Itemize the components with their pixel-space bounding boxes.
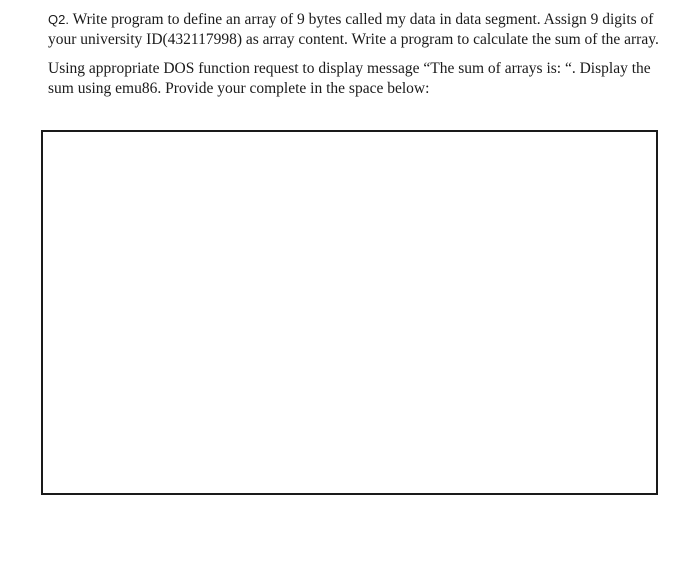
question-block — [48, 10, 668, 99]
question-paragraph-1 — [48, 10, 668, 50]
question-number: Q2. — [48, 12, 69, 27]
question-text-1: Write program to define an array of 9 bytes called my data in data segment. Assign 9 digits of your university ID(432117998) as array content. Write a program to calculate the sum of the array. — [48, 11, 659, 48]
question-paragraph-2: Using appropriate DOS function request to display message “The sum of arrays is: “. Display the sum using emu86. Provide your complete in the space below: — [48, 60, 651, 97]
answer-box[interactable] — [41, 130, 658, 495]
